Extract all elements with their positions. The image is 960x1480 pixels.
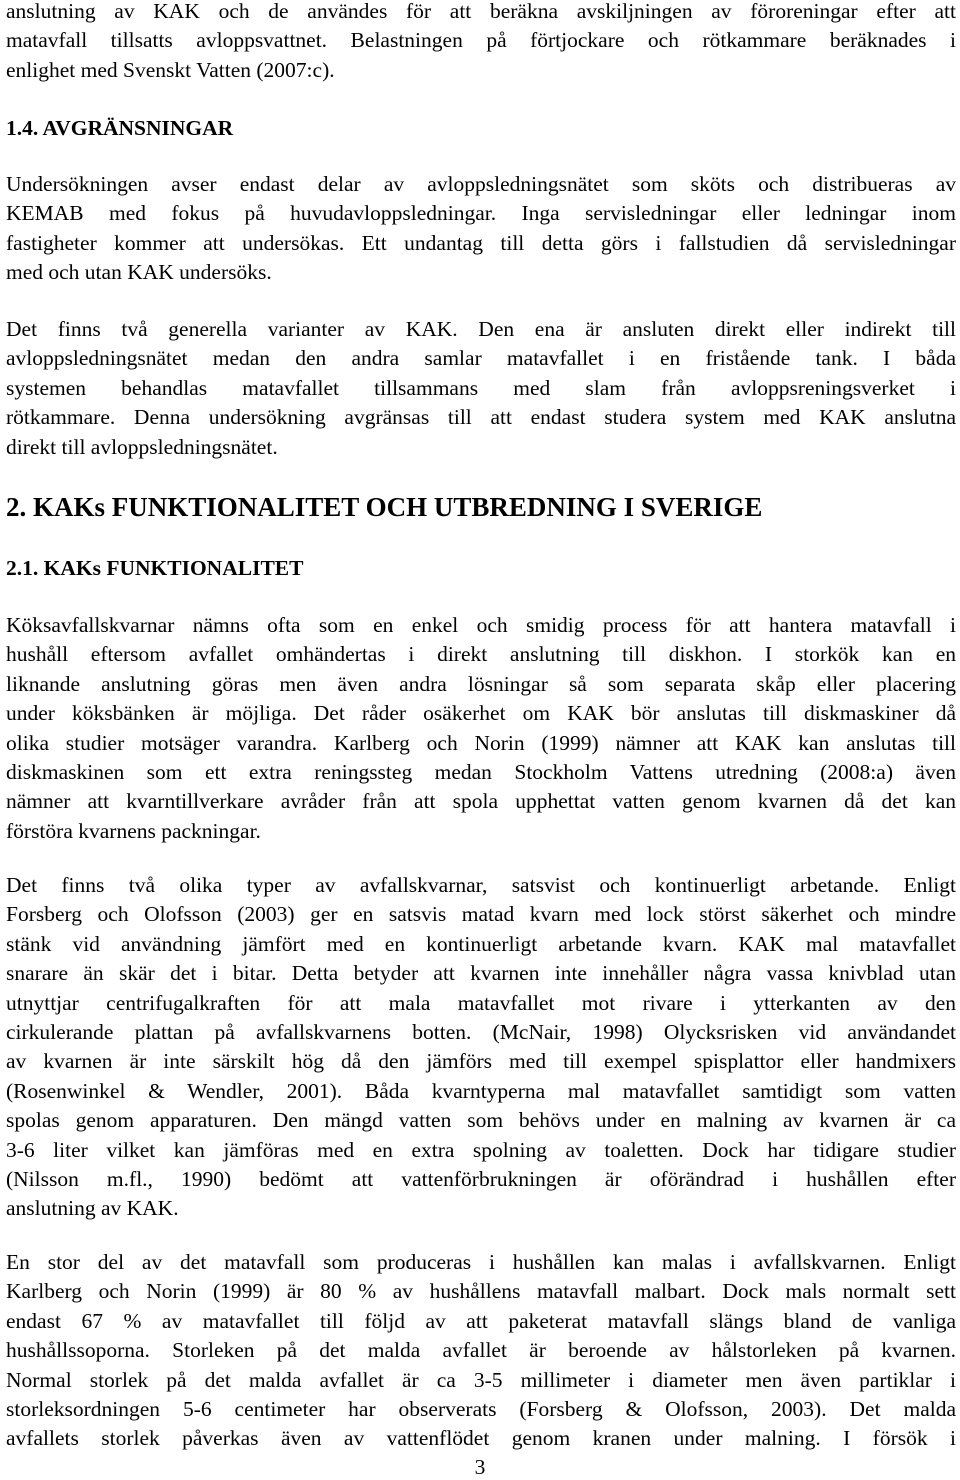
intro-line: matavfall tillsatts avloppsvattnet. Belastningen på förtjockare och rötkammare beräknades i: [6, 28, 956, 53]
paragraph-line: Det finns två olika typer av avfallskvarnar, satsvist och kontinuerligt arbetande. Enligt: [6, 873, 956, 897]
intro-line: enlighet med Svenskt Vatten (2007:c).: [6, 57, 335, 82]
page-number: 3: [474, 1455, 486, 1479]
paragraph-line: snarare än skär det i bitar. Detta betyder att kvarnen inte innehåller några vassa knivblad utan: [6, 961, 956, 986]
paragraph-line: Normal storlek på det malda avfallet är ca 3-5 millimeter i diameter men även partiklar i: [6, 1367, 956, 1392]
paragraph-line: storleksordningen 5-6 centimeter har observerats (Forsberg & Olofsson, 2003). Det malda: [6, 1397, 956, 1422]
chapter-heading-2: 2. KAKs FUNKTIONALITET OCH UTBREDNING I SVERIGE: [6, 492, 763, 522]
paragraph-line: (Nilsson m.fl., 1990) bedömt att vattenförbrukningen är oförändrad i hushållen efter: [6, 1167, 956, 1192]
section-1-4-paragraph-2: [6, 315, 956, 462]
paragraph-line: rötkammare. Denna undersökning avgränsas till att endast studera system med KAK anslutna: [6, 405, 956, 430]
paragraph-line: endast 67 % av matavfallet till följd av att paketerat matavfall slängs bland de vanliga: [6, 1308, 956, 1333]
intro-paragraph: [6, 0, 956, 85]
section-heading-2-1: 2.1. KAKs FUNKTIONALITET: [6, 556, 304, 580]
section-2-1-paragraph-1: [6, 611, 956, 846]
paragraph-line: stänk vid användning jämfört med en kontinuerligt arbetande kvarn. KAK mal matavfallet: [6, 931, 956, 956]
section-heading-1-4: 1.4. AVGRÄNSNINGAR: [6, 116, 234, 140]
intro-line: anslutning av KAK och de användes för att beräkna avskiljningen av föroreningar efter att: [6, 0, 956, 23]
paragraph-line: Forsberg och Olofsson (2003) ger en satsvis matad kvarn med lock störst säkerhet och mindre: [6, 902, 956, 927]
paragraph-line: hushåll eftersom avfallet omhändertas i direkt anslutning till diskhon. I storkök kan en: [6, 642, 956, 667]
paragraph-line: utnyttjar centrifugalkraften för att mala matavfallet mot rivare i ytterkanten av den: [6, 990, 956, 1015]
paragraph-line: avloppsledningsnätet medan den andra samlar matavfallet i en fristående tank. I båda: [6, 346, 956, 371]
paragraph-line: av kvarnen är inte särskilt hög då den jämförs med till exempel spisplattor eller handmixers: [6, 1049, 956, 1074]
paragraph-line: 3-6 liter vilket kan jämföras med en extra spolning av toaletten. Dock har tidigare studier: [6, 1137, 956, 1162]
paragraph-line: cirkulerande plattan på avfallskvarnens botten. (McNair, 1998) Olycksrisken vid användandet: [6, 1020, 956, 1045]
paragraph-line: hushållssoporna. Storleken på det malda avfallet är beroende av hålstorleken på kvarnen.: [6, 1338, 956, 1363]
paragraph-line: Köksavfallskvarnar nämns ofta som en enkel och smidig process för att hantera matavfall i: [6, 613, 956, 637]
paragraph-line: olika studier motsäger varandra. Karlberg och Norin (1999) nämner att KAK kan anslutas till: [6, 730, 956, 755]
paragraph-line: Undersökningen avser endast delar av avloppsledningsnätet som sköts och distribueras av: [6, 172, 956, 196]
paragraph-line: diskmaskinen som ett extra reningssteg medan Stockholm Vattens utredning (2008:a) även: [6, 760, 956, 785]
section-2-1-paragraph-3: [6, 1248, 956, 1454]
section-1-4-paragraph-1: [6, 170, 956, 288]
paragraph-line: under köksbänken är möjliga. Det råder osäkerhet om KAK bör anslutas till diskmaskiner då: [6, 701, 956, 726]
paragraph-line: systemen behandlas matavfallet tillsammans med slam från avloppsreningsverket i: [6, 375, 956, 400]
paragraph-line: KEMAB med fokus på huvudavloppsledningar. Inga servisledningar eller ledningar inom: [6, 201, 956, 226]
paragraph-line: Karlberg och Norin (1999) är 80 % av hushållens matavfall malbart. Dock mals normalt sett: [6, 1279, 956, 1304]
section-2-1-paragraph-2: [6, 871, 956, 1224]
paragraph-line: spolas genom apparaturen. Den mängd vatten som behövs under en malning av kvarnen är ca: [6, 1108, 956, 1133]
paragraph-line: anslutning av KAK.: [6, 1196, 179, 1221]
document-page: [6, 0, 956, 1480]
paragraph-line: En stor del av det matavfall som produceras i hushållen kan malas i avfallskvarnen. Enligt: [6, 1250, 956, 1274]
paragraph-line: liknande anslutning göras men även andra lösningar så som separata skåp eller placering: [6, 671, 956, 696]
paragraph-line: avfallets storlek påverkas även av vattenflödet genom kranen under malning. I försök i: [6, 1426, 956, 1451]
paragraph-line: förstöra kvarnens packningar.: [6, 818, 261, 843]
paragraph-line: direkt till avloppsledningsnätet.: [6, 434, 278, 459]
paragraph-line: nämner att kvarntillverkare avråder från att spola upphettat vatten genom kvarnen då det kan: [6, 789, 956, 814]
paragraph-line: med och utan KAK undersöks.: [6, 260, 272, 285]
paragraph-line: Det finns två generella varianter av KAK. Den ena är ansluten direkt eller indirekt till: [6, 317, 956, 341]
paragraph-line: (Rosenwinkel & Wendler, 2001). Båda kvarntyperna mal matavfallet samtidigt som vatten: [6, 1078, 956, 1103]
paragraph-line: fastigheter kommer att undersökas. Ett undantag till detta görs i fallstudien då servisledningar: [6, 230, 956, 255]
